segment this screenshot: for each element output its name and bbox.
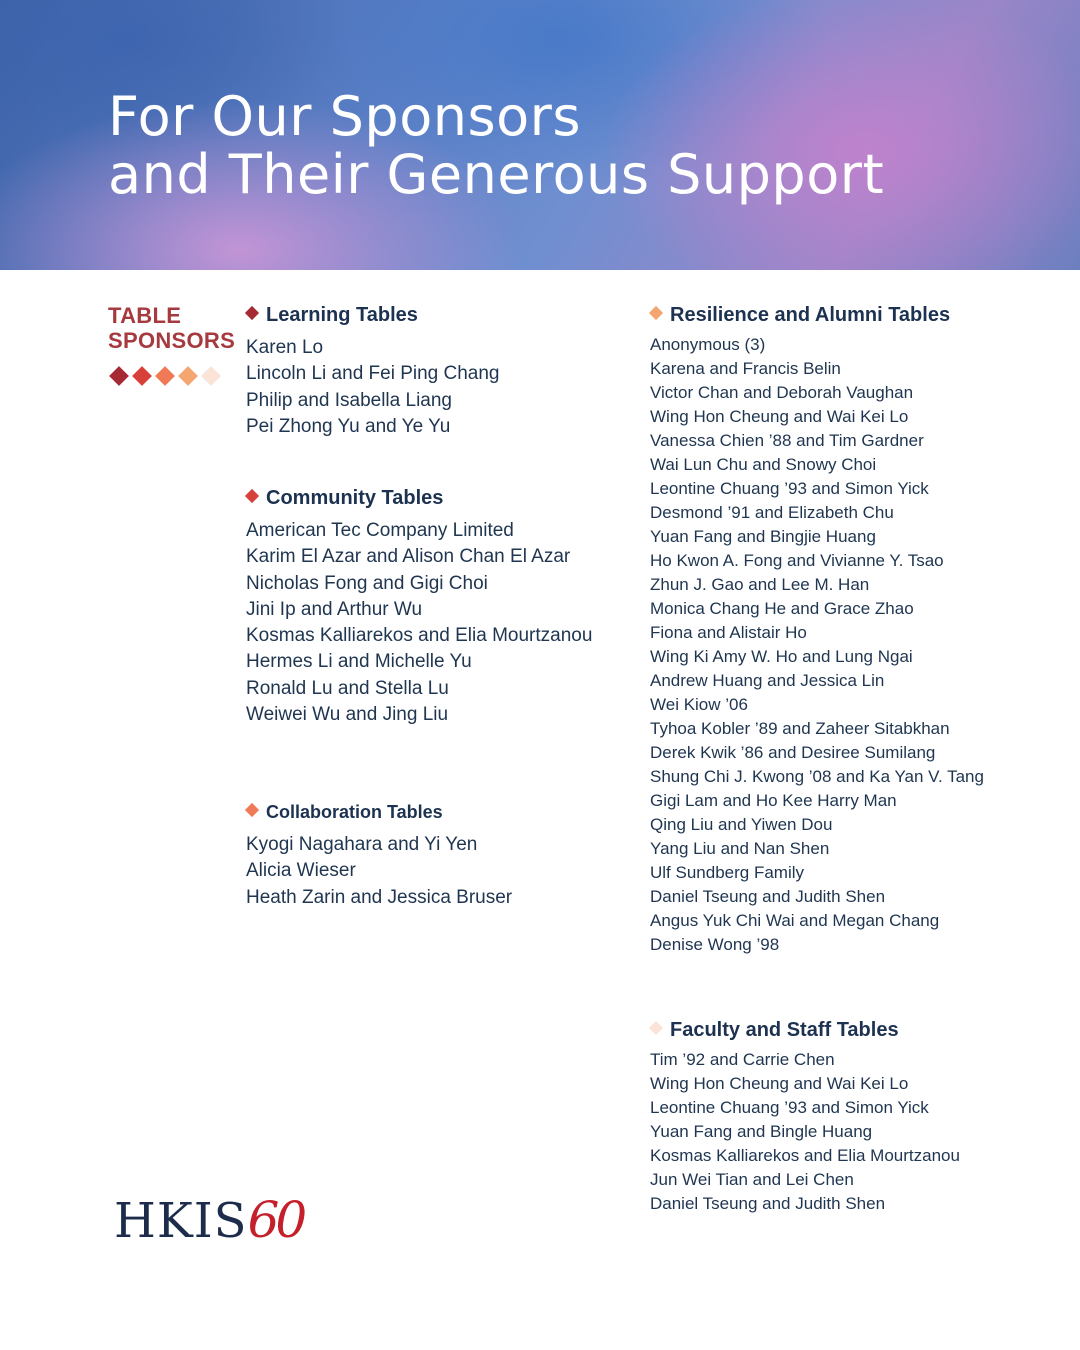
diamond-bullet-icon (245, 489, 259, 503)
sponsor-name: Denise Wong ’98 (650, 935, 780, 954)
sponsor-name: Desmond ’91 and Elizabeth Chu (650, 503, 894, 522)
resilience-alumni-tables-section (650, 303, 984, 957)
title-line-1: For Our Sponsors (108, 85, 581, 148)
sponsor-name: Leontine Chuang ’93 and Simon Yick (650, 1098, 929, 1117)
sponsor-name: American Tec Company Limited (246, 520, 514, 541)
sponsor-name: Shung Chi J. Kwong ’08 and Ka Yan V. Tang (650, 767, 984, 786)
sponsor-name: Wing Ki Amy W. Ho and Lung Ngai (650, 647, 913, 666)
sponsor-list (650, 333, 984, 957)
sponsor-name: Ronald Lu and Stella Lu (246, 677, 449, 699)
sponsor-name: Ulf Sundberg Family (650, 863, 805, 882)
sponsor-name: Alicia Wieser (246, 860, 356, 882)
label-line-2: SPONSORS (108, 328, 236, 353)
diamond-icon (109, 366, 129, 386)
section-heading: Collaboration Tables (246, 800, 512, 824)
section-heading: Learning Tables (246, 303, 500, 327)
sponsor-list (246, 335, 500, 440)
sponsor-name: Daniel Tseung and Judith Shen (650, 887, 886, 906)
table-sponsors-label (108, 303, 235, 353)
sponsor-name: Yang Liu and Nan Shen (650, 839, 830, 858)
collaboration-tables-section (246, 800, 512, 911)
diamond-bullet-icon (649, 1021, 663, 1035)
sponsor-name: Wing Hon Cheung and Wai Kei Lo (650, 407, 909, 426)
logo-number: 60 (247, 1191, 304, 1249)
sponsor-name: Kyogi Nagahara and Yi Yen (246, 834, 478, 855)
section-heading: Community Tables (246, 486, 592, 510)
sponsor-name: Lincoln Li and Fei Ping Chang (246, 363, 500, 385)
sponsor-name: Victor Chan and Deborah Vaughan (650, 383, 914, 402)
header-banner (0, 0, 1080, 270)
sponsor-name: Derek Kwik ’86 and Desiree Sumilang (650, 743, 936, 762)
diamond-icon (155, 366, 175, 386)
sponsor-name: Heath Zarin and Jessica Bruser (246, 886, 513, 908)
sponsor-name: Yuan Fang and Bingjie Huang (650, 527, 876, 546)
sponsor-name: Pei Zhong Yu and Ye Yu (246, 415, 451, 437)
sponsor-name: Philip and Isabella Liang (246, 389, 452, 411)
sponsor-name: Hermes Li and Michelle Yu (246, 651, 472, 673)
sponsor-name: Vanessa Chien ’88 and Tim Gardner (650, 431, 924, 450)
sponsor-name: Anonymous (3) (650, 335, 766, 354)
diamond-bullet-icon (245, 803, 259, 817)
faculty-staff-tables-section (650, 1018, 960, 1216)
page-title (108, 85, 1008, 206)
sponsor-name: Kosmas Kalliarekos and Elia Mourtzanou (650, 1146, 960, 1165)
sponsor-name: Jun Wei Tian and Lei Chen (650, 1170, 854, 1189)
sponsor-name: Tyhoa Kobler ’89 and Zaheer Sitabkhan (650, 719, 950, 738)
sponsor-name: Karena and Francis Belin (650, 359, 841, 378)
sponsor-name: Tim ’92 and Carrie Chen (650, 1050, 835, 1069)
sponsor-name: Wing Hon Cheung and Wai Kei Lo (650, 1074, 909, 1093)
sponsor-name: Karim El Azar and Alison Chan El Azar (246, 546, 571, 568)
sponsor-name: Qing Liu and Yiwen Dou (650, 815, 833, 834)
label-line-1: TABLE (108, 303, 182, 328)
diamond-icon (132, 366, 152, 386)
diamond-bullet-icon (649, 306, 663, 320)
section-heading: Faculty and Staff Tables (650, 1018, 960, 1042)
diamond-row-icon (110, 366, 230, 390)
sponsor-name: Karen Lo (246, 337, 324, 358)
sponsor-list (246, 518, 592, 728)
diamond-bullet-icon (245, 306, 259, 320)
sponsor-name: Wei Kiow ’06 (650, 695, 748, 714)
diamond-icon (201, 366, 221, 386)
logo-text: HKIS (114, 1193, 248, 1249)
sponsor-name: Ho Kwon A. Fong and Vivianne Y. Tsao (650, 551, 944, 570)
sponsor-name: Fiona and Alistair Ho (650, 623, 807, 642)
sponsor-name: Wai Lun Chu and Snowy Choi (650, 455, 877, 474)
sponsor-list (650, 1048, 960, 1216)
sponsor-name: Andrew Huang and Jessica Lin (650, 671, 885, 690)
sponsor-name: Kosmas Kalliarekos and Elia Mourtzanou (246, 625, 593, 647)
community-tables-section (246, 486, 592, 728)
sponsor-name: Leontine Chuang ’93 and Simon Yick (650, 479, 929, 498)
sponsor-name: Daniel Tseung and Judith Shen (650, 1194, 886, 1213)
hkis60-logo (114, 1192, 334, 1248)
learning-tables-section (246, 303, 500, 440)
sponsor-list (246, 832, 512, 911)
sponsor-name: Angus Yuk Chi Wai and Megan Chang (650, 911, 940, 930)
title-line-2: and Their Generous Support (108, 143, 885, 206)
sponsor-name: Zhun J. Gao and Lee M. Han (650, 575, 870, 594)
sponsor-name: Weiwei Wu and Jing Liu (246, 704, 449, 726)
sponsor-name: Gigi Lam and Ho Kee Harry Man (650, 791, 897, 810)
sponsor-name: Monica Chang He and Grace Zhao (650, 599, 914, 618)
section-heading: Resilience and Alumni Tables (650, 303, 984, 327)
sponsor-name: Yuan Fang and Bingle Huang (650, 1122, 873, 1141)
diamond-icon (178, 366, 198, 386)
sponsor-name: Jini Ip and Arthur Wu (246, 598, 423, 620)
sponsor-name: Nicholas Fong and Gigi Choi (246, 572, 488, 594)
